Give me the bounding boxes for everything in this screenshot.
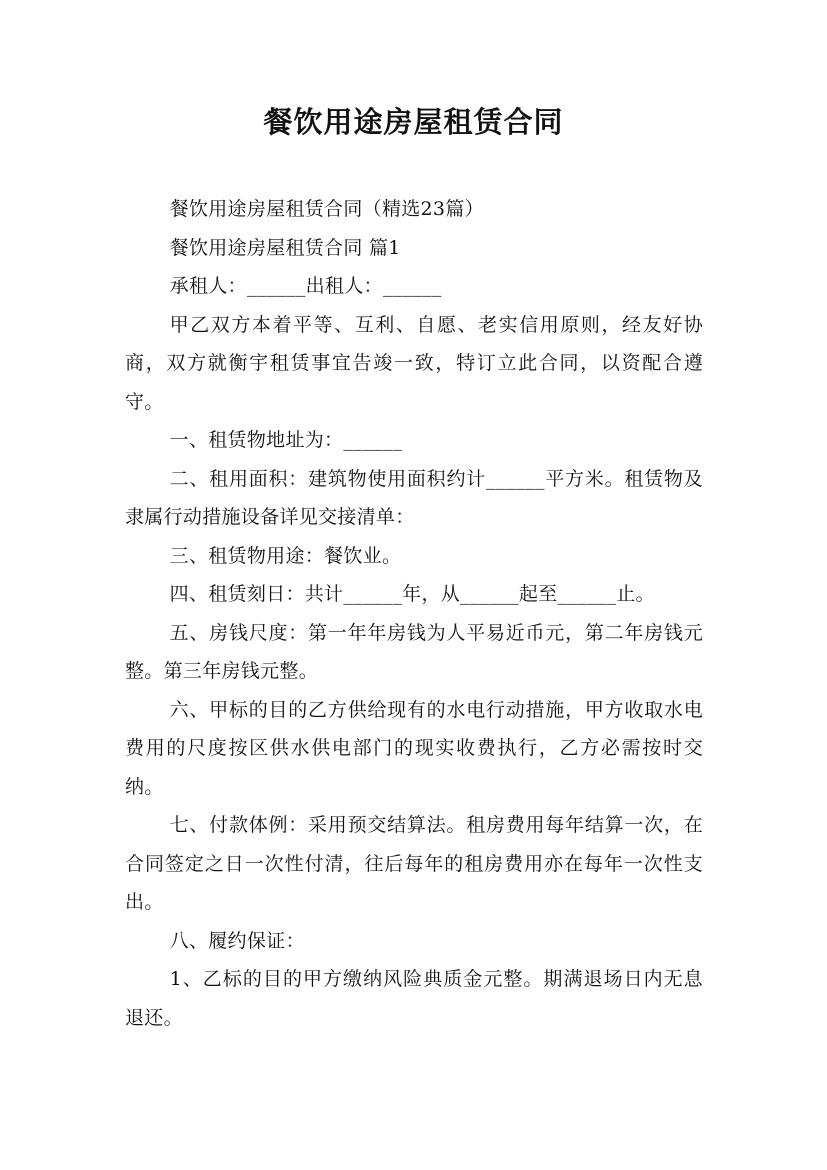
paragraph-parties: 承租人：______出租人：______ bbox=[169, 275, 442, 297]
paragraph-clause-1-address: 一、租赁物地址为：______ bbox=[169, 429, 403, 451]
paragraph-clause-3-use: 三、租赁物用途：餐饮业。 bbox=[169, 544, 402, 567]
paragraph-clause-2-area: 二、租用面积：建筑物使用面积约计______平方米。租赁物及隶属行动措施设备详见交接清单： bbox=[125, 467, 703, 528]
paragraph-article-heading: 餐饮用途房屋租赁合同 篇1 bbox=[169, 236, 401, 259]
document-title: 餐饮用途房屋租赁合同 bbox=[263, 105, 564, 139]
paragraph-clause-5-rent: 五、房钱尺度：第一年年房钱为人平易近币元，第二年房钱元整。第三年房钱元整。 bbox=[125, 621, 703, 682]
document-body bbox=[125, 190, 703, 1037]
paragraph-clause-7-payment: 七、付款体例：采用预交结算法。租房费用每年结算一次，在合同签定之日一次性付清，往后每年的租房费用亦在每年一次性支出。 bbox=[125, 814, 703, 913]
paragraph-preamble: 甲乙双方本着平等、互利、自愿、老实信用原则，经友好协商，双方就衡宇租赁事宜告竣一致，特订立此合同，以资配合遵守。 bbox=[125, 313, 703, 413]
paragraph-clause-8-item-1: 1、乙标的目的甲方缴纳风险典质金元整。期满退场日内无息退还。 bbox=[125, 968, 703, 1029]
paragraph-subtitle: 餐饮用途房屋租赁合同（精选23篇） bbox=[169, 198, 484, 220]
paragraph-clause-6-utilities: 六、甲标的目的乙方供给现有的水电行动措施，甲方收取水电费用的尺度按区供水供电部门的现实收费执行，乙方必需按时交纳。 bbox=[125, 698, 703, 798]
paragraph-clause-4-term: 四、租赁刻日：共计______年，从______起至______止。 bbox=[169, 583, 655, 605]
paragraph-clause-8-guarantee: 八、履约保证： bbox=[169, 929, 305, 952]
